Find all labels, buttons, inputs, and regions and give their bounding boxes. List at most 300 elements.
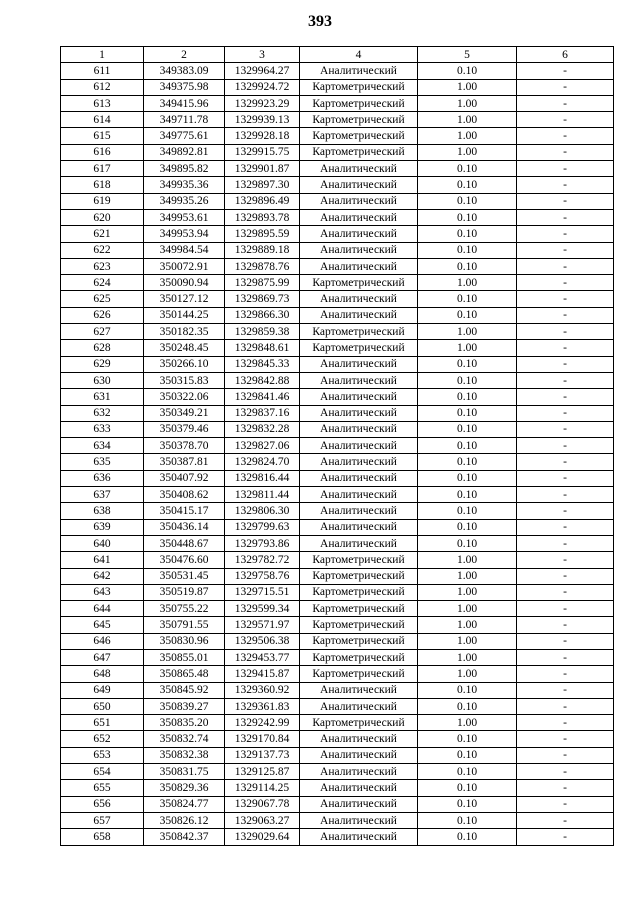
note-cell: - <box>517 747 614 763</box>
point-number-cell: 638 <box>61 503 144 519</box>
table-row <box>61 454 614 470</box>
note-cell: - <box>517 258 614 274</box>
x-coordinate-cell: 350408.62 <box>144 487 225 503</box>
accuracy-cell: 1.00 <box>418 568 517 584</box>
method-cell: Картометрический <box>300 340 418 356</box>
table-row <box>61 209 614 225</box>
note-cell: - <box>517 584 614 600</box>
x-coordinate-cell: 350144.25 <box>144 307 225 323</box>
accuracy-cell: 0.10 <box>418 731 517 747</box>
method-cell: Картометрический <box>300 633 418 649</box>
x-coordinate-cell: 350831.75 <box>144 764 225 780</box>
note-cell: - <box>517 535 614 551</box>
method-cell: Аналитический <box>300 682 418 698</box>
note-cell: - <box>517 731 614 747</box>
accuracy-cell: 0.10 <box>418 63 517 79</box>
note-cell: - <box>517 242 614 258</box>
accuracy-cell: 0.10 <box>418 519 517 535</box>
x-coordinate-cell: 349895.82 <box>144 161 225 177</box>
method-cell: Аналитический <box>300 209 418 225</box>
y-coordinate-cell: 1329715.51 <box>225 584 300 600</box>
y-coordinate-cell: 1329939.13 <box>225 112 300 128</box>
x-coordinate-cell: 350266.10 <box>144 356 225 372</box>
y-coordinate-cell: 1329137.73 <box>225 747 300 763</box>
point-number-cell: 648 <box>61 666 144 682</box>
method-cell: Картометрический <box>300 324 418 340</box>
accuracy-cell: 0.10 <box>418 291 517 307</box>
accuracy-cell: 0.10 <box>418 812 517 828</box>
y-coordinate-cell: 1329824.70 <box>225 454 300 470</box>
note-cell: - <box>517 144 614 160</box>
accuracy-cell: 1.00 <box>418 552 517 568</box>
method-cell: Картометрический <box>300 275 418 291</box>
table-row <box>61 356 614 372</box>
table-row <box>61 649 614 665</box>
point-number-cell: 646 <box>61 633 144 649</box>
x-coordinate-cell: 350378.70 <box>144 438 225 454</box>
x-coordinate-cell: 350436.14 <box>144 519 225 535</box>
accuracy-cell: 0.10 <box>418 682 517 698</box>
x-coordinate-cell: 350072.91 <box>144 258 225 274</box>
x-coordinate-cell: 350832.38 <box>144 747 225 763</box>
accuracy-cell: 0.10 <box>418 258 517 274</box>
method-cell: Картометрический <box>300 128 418 144</box>
method-cell: Аналитический <box>300 438 418 454</box>
point-number-cell: 622 <box>61 242 144 258</box>
note-cell: - <box>517 193 614 209</box>
point-number-cell: 655 <box>61 780 144 796</box>
method-cell: Аналитический <box>300 812 418 828</box>
y-coordinate-cell: 1329901.87 <box>225 161 300 177</box>
accuracy-cell: 0.10 <box>418 209 517 225</box>
accuracy-cell: 0.10 <box>418 487 517 503</box>
accuracy-cell: 1.00 <box>418 128 517 144</box>
x-coordinate-cell: 350845.92 <box>144 682 225 698</box>
point-number-cell: 618 <box>61 177 144 193</box>
note-cell: - <box>517 161 614 177</box>
table-row <box>61 747 614 763</box>
accuracy-cell: 1.00 <box>418 601 517 617</box>
point-number-cell: 651 <box>61 715 144 731</box>
point-number-cell: 654 <box>61 764 144 780</box>
note-cell: - <box>517 226 614 242</box>
point-number-cell: 631 <box>61 389 144 405</box>
y-coordinate-cell: 1329125.87 <box>225 764 300 780</box>
note-cell: - <box>517 682 614 698</box>
note-cell: - <box>517 95 614 111</box>
x-coordinate-cell: 349953.61 <box>144 209 225 225</box>
table-row <box>61 340 614 356</box>
y-coordinate-cell: 1329841.46 <box>225 389 300 405</box>
method-cell: Аналитический <box>300 487 418 503</box>
method-cell: Картометрический <box>300 715 418 731</box>
method-cell: Аналитический <box>300 829 418 845</box>
x-coordinate-cell: 350127.12 <box>144 291 225 307</box>
accuracy-cell: 0.10 <box>418 470 517 486</box>
column-header-1: 1 <box>61 47 144 63</box>
note-cell: - <box>517 112 614 128</box>
y-coordinate-cell: 1329170.84 <box>225 731 300 747</box>
table-row <box>61 161 614 177</box>
point-number-cell: 621 <box>61 226 144 242</box>
column-header-5: 5 <box>418 47 517 63</box>
accuracy-cell: 0.10 <box>418 405 517 421</box>
accuracy-cell: 1.00 <box>418 649 517 665</box>
y-coordinate-cell: 1329848.61 <box>225 340 300 356</box>
accuracy-cell: 0.10 <box>418 698 517 714</box>
method-cell: Картометрический <box>300 649 418 665</box>
y-coordinate-cell: 1329928.18 <box>225 128 300 144</box>
note-cell: - <box>517 438 614 454</box>
table-row <box>61 682 614 698</box>
accuracy-cell: 0.10 <box>418 372 517 388</box>
x-coordinate-cell: 350315.83 <box>144 372 225 388</box>
table-row <box>61 258 614 274</box>
table-row <box>61 666 614 682</box>
point-number-cell: 611 <box>61 63 144 79</box>
point-number-cell: 643 <box>61 584 144 600</box>
table-row <box>61 226 614 242</box>
y-coordinate-cell: 1329827.06 <box>225 438 300 454</box>
point-number-cell: 629 <box>61 356 144 372</box>
method-cell: Аналитический <box>300 356 418 372</box>
x-coordinate-cell: 350415.17 <box>144 503 225 519</box>
y-coordinate-cell: 1329599.34 <box>225 601 300 617</box>
table-row <box>61 193 614 209</box>
y-coordinate-cell: 1329923.29 <box>225 95 300 111</box>
accuracy-cell: 0.10 <box>418 454 517 470</box>
y-coordinate-cell: 1329361.83 <box>225 698 300 714</box>
accuracy-cell: 0.10 <box>418 226 517 242</box>
note-cell: - <box>517 503 614 519</box>
x-coordinate-cell: 350839.27 <box>144 698 225 714</box>
note-cell: - <box>517 649 614 665</box>
table-row <box>61 421 614 437</box>
table-row <box>61 715 614 731</box>
method-cell: Аналитический <box>300 193 418 209</box>
x-coordinate-cell: 349984.54 <box>144 242 225 258</box>
accuracy-cell: 1.00 <box>418 275 517 291</box>
point-number-cell: 612 <box>61 79 144 95</box>
note-cell: - <box>517 324 614 340</box>
note-cell: - <box>517 356 614 372</box>
note-cell: - <box>517 829 614 845</box>
accuracy-cell: 0.10 <box>418 747 517 763</box>
table-row <box>61 796 614 812</box>
point-number-cell: 653 <box>61 747 144 763</box>
x-coordinate-cell: 350824.77 <box>144 796 225 812</box>
method-cell: Аналитический <box>300 796 418 812</box>
x-coordinate-cell: 350379.46 <box>144 421 225 437</box>
x-coordinate-cell: 349383.09 <box>144 63 225 79</box>
y-coordinate-cell: 1329816.44 <box>225 470 300 486</box>
x-coordinate-cell: 350531.45 <box>144 568 225 584</box>
point-number-cell: 656 <box>61 796 144 812</box>
table-row <box>61 617 614 633</box>
y-coordinate-cell: 1329506.38 <box>225 633 300 649</box>
accuracy-cell: 0.10 <box>418 356 517 372</box>
accuracy-cell: 0.10 <box>418 503 517 519</box>
accuracy-cell: 0.10 <box>418 421 517 437</box>
table-row <box>61 829 614 845</box>
method-cell: Аналитический <box>300 389 418 405</box>
x-coordinate-cell: 349775.61 <box>144 128 225 144</box>
coordinates-table <box>60 46 614 846</box>
x-coordinate-cell: 350248.45 <box>144 340 225 356</box>
y-coordinate-cell: 1329415.87 <box>225 666 300 682</box>
method-cell: Аналитический <box>300 161 418 177</box>
table-row <box>61 601 614 617</box>
table-row <box>61 307 614 323</box>
y-coordinate-cell: 1329782.72 <box>225 552 300 568</box>
accuracy-cell: 0.10 <box>418 438 517 454</box>
note-cell: - <box>517 209 614 225</box>
y-coordinate-cell: 1329875.99 <box>225 275 300 291</box>
point-number-cell: 627 <box>61 324 144 340</box>
point-number-cell: 642 <box>61 568 144 584</box>
y-coordinate-cell: 1329114.25 <box>225 780 300 796</box>
point-number-cell: 616 <box>61 144 144 160</box>
table-row <box>61 144 614 160</box>
note-cell: - <box>517 487 614 503</box>
method-cell: Аналитический <box>300 503 418 519</box>
x-coordinate-cell: 350387.81 <box>144 454 225 470</box>
note-cell: - <box>517 177 614 193</box>
note-cell: - <box>517 421 614 437</box>
y-coordinate-cell: 1329063.27 <box>225 812 300 828</box>
accuracy-cell: 0.10 <box>418 829 517 845</box>
y-coordinate-cell: 1329806.30 <box>225 503 300 519</box>
table-row <box>61 535 614 551</box>
y-coordinate-cell: 1329878.76 <box>225 258 300 274</box>
method-cell: Аналитический <box>300 307 418 323</box>
x-coordinate-cell: 350855.01 <box>144 649 225 665</box>
note-cell: - <box>517 764 614 780</box>
method-cell: Картометрический <box>300 617 418 633</box>
point-number-cell: 640 <box>61 535 144 551</box>
x-coordinate-cell: 349375.98 <box>144 79 225 95</box>
method-cell: Картометрический <box>300 79 418 95</box>
x-coordinate-cell: 350349.21 <box>144 405 225 421</box>
point-number-cell: 639 <box>61 519 144 535</box>
table-row <box>61 552 614 568</box>
point-number-cell: 615 <box>61 128 144 144</box>
table-row <box>61 112 614 128</box>
y-coordinate-cell: 1329964.27 <box>225 63 300 79</box>
note-cell: - <box>517 79 614 95</box>
point-number-cell: 620 <box>61 209 144 225</box>
table-row <box>61 242 614 258</box>
method-cell: Аналитический <box>300 258 418 274</box>
y-coordinate-cell: 1329837.16 <box>225 405 300 421</box>
x-coordinate-cell: 349953.94 <box>144 226 225 242</box>
method-cell: Картометрический <box>300 568 418 584</box>
note-cell: - <box>517 698 614 714</box>
method-cell: Аналитический <box>300 764 418 780</box>
table-row <box>61 79 614 95</box>
note-cell: - <box>517 470 614 486</box>
point-number-cell: 624 <box>61 275 144 291</box>
table-row <box>61 780 614 796</box>
note-cell: - <box>517 454 614 470</box>
method-cell: Аналитический <box>300 470 418 486</box>
x-coordinate-cell: 350407.92 <box>144 470 225 486</box>
point-number-cell: 625 <box>61 291 144 307</box>
x-coordinate-cell: 350755.22 <box>144 601 225 617</box>
method-cell: Аналитический <box>300 747 418 763</box>
table-body <box>61 63 614 845</box>
method-cell: Аналитический <box>300 535 418 551</box>
table-row <box>61 584 614 600</box>
x-coordinate-cell: 350830.96 <box>144 633 225 649</box>
method-cell: Аналитический <box>300 226 418 242</box>
accuracy-cell: 0.10 <box>418 161 517 177</box>
note-cell: - <box>517 291 614 307</box>
accuracy-cell: 0.10 <box>418 764 517 780</box>
method-cell: Аналитический <box>300 780 418 796</box>
accuracy-cell: 1.00 <box>418 144 517 160</box>
point-number-cell: 644 <box>61 601 144 617</box>
point-number-cell: 649 <box>61 682 144 698</box>
table-header-row <box>61 47 614 63</box>
x-coordinate-cell: 350182.35 <box>144 324 225 340</box>
method-cell: Аналитический <box>300 698 418 714</box>
note-cell: - <box>517 796 614 812</box>
note-cell: - <box>517 519 614 535</box>
y-coordinate-cell: 1329242.99 <box>225 715 300 731</box>
x-coordinate-cell: 350826.12 <box>144 812 225 828</box>
y-coordinate-cell: 1329832.28 <box>225 421 300 437</box>
table-row <box>61 698 614 714</box>
point-number-cell: 637 <box>61 487 144 503</box>
method-cell: Картометрический <box>300 95 418 111</box>
y-coordinate-cell: 1329859.38 <box>225 324 300 340</box>
point-number-cell: 628 <box>61 340 144 356</box>
note-cell: - <box>517 617 614 633</box>
note-cell: - <box>517 128 614 144</box>
point-number-cell: 619 <box>61 193 144 209</box>
method-cell: Аналитический <box>300 372 418 388</box>
x-coordinate-cell: 349711.78 <box>144 112 225 128</box>
note-cell: - <box>517 601 614 617</box>
table-row <box>61 438 614 454</box>
x-coordinate-cell: 349892.81 <box>144 144 225 160</box>
page-number: 393 <box>308 13 332 30</box>
table-row <box>61 291 614 307</box>
point-number-cell: 633 <box>61 421 144 437</box>
note-cell: - <box>517 666 614 682</box>
y-coordinate-cell: 1329029.64 <box>225 829 300 845</box>
accuracy-cell: 1.00 <box>418 666 517 682</box>
table-row <box>61 487 614 503</box>
accuracy-cell: 0.10 <box>418 193 517 209</box>
method-cell: Аналитический <box>300 177 418 193</box>
point-number-cell: 613 <box>61 95 144 111</box>
note-cell: - <box>517 633 614 649</box>
accuracy-cell: 0.10 <box>418 307 517 323</box>
accuracy-cell: 1.00 <box>418 112 517 128</box>
x-coordinate-cell: 350832.74 <box>144 731 225 747</box>
y-coordinate-cell: 1329897.30 <box>225 177 300 193</box>
x-coordinate-cell: 349935.26 <box>144 193 225 209</box>
x-coordinate-cell: 350829.36 <box>144 780 225 796</box>
point-number-cell: 657 <box>61 812 144 828</box>
y-coordinate-cell: 1329896.49 <box>225 193 300 209</box>
method-cell: Аналитический <box>300 519 418 535</box>
point-number-cell: 630 <box>61 372 144 388</box>
accuracy-cell: 0.10 <box>418 780 517 796</box>
method-cell: Аналитический <box>300 454 418 470</box>
note-cell: - <box>517 405 614 421</box>
y-coordinate-cell: 1329889.18 <box>225 242 300 258</box>
point-number-cell: 626 <box>61 307 144 323</box>
y-coordinate-cell: 1329793.86 <box>225 535 300 551</box>
y-coordinate-cell: 1329915.75 <box>225 144 300 160</box>
accuracy-cell: 1.00 <box>418 340 517 356</box>
y-coordinate-cell: 1329360.92 <box>225 682 300 698</box>
x-coordinate-cell: 349935.36 <box>144 177 225 193</box>
x-coordinate-cell: 350835.20 <box>144 715 225 731</box>
note-cell: - <box>517 715 614 731</box>
point-number-cell: 635 <box>61 454 144 470</box>
x-coordinate-cell: 350090.94 <box>144 275 225 291</box>
note-cell: - <box>517 552 614 568</box>
accuracy-cell: 1.00 <box>418 715 517 731</box>
accuracy-cell: 0.10 <box>418 242 517 258</box>
method-cell: Картометрический <box>300 666 418 682</box>
point-number-cell: 623 <box>61 258 144 274</box>
point-number-cell: 617 <box>61 161 144 177</box>
column-header-2: 2 <box>144 47 225 63</box>
table-row <box>61 177 614 193</box>
y-coordinate-cell: 1329895.59 <box>225 226 300 242</box>
table-row <box>61 275 614 291</box>
method-cell: Картометрический <box>300 601 418 617</box>
method-cell: Картометрический <box>300 144 418 160</box>
note-cell: - <box>517 568 614 584</box>
y-coordinate-cell: 1329893.78 <box>225 209 300 225</box>
accuracy-cell: 0.10 <box>418 389 517 405</box>
table-row <box>61 405 614 421</box>
note-cell: - <box>517 372 614 388</box>
method-cell: Аналитический <box>300 405 418 421</box>
column-header-6: 6 <box>517 47 614 63</box>
point-number-cell: 645 <box>61 617 144 633</box>
x-coordinate-cell: 350476.60 <box>144 552 225 568</box>
y-coordinate-cell: 1329453.77 <box>225 649 300 665</box>
y-coordinate-cell: 1329811.44 <box>225 487 300 503</box>
point-number-cell: 641 <box>61 552 144 568</box>
note-cell: - <box>517 340 614 356</box>
point-number-cell: 658 <box>61 829 144 845</box>
point-number-cell: 634 <box>61 438 144 454</box>
point-number-cell: 636 <box>61 470 144 486</box>
x-coordinate-cell: 350791.55 <box>144 617 225 633</box>
table-row <box>61 95 614 111</box>
method-cell: Картометрический <box>300 584 418 600</box>
point-number-cell: 650 <box>61 698 144 714</box>
note-cell: - <box>517 780 614 796</box>
table-row <box>61 519 614 535</box>
y-coordinate-cell: 1329758.76 <box>225 568 300 584</box>
table-row <box>61 731 614 747</box>
accuracy-cell: 1.00 <box>418 633 517 649</box>
method-cell: Аналитический <box>300 291 418 307</box>
note-cell: - <box>517 275 614 291</box>
x-coordinate-cell: 350865.48 <box>144 666 225 682</box>
accuracy-cell: 1.00 <box>418 617 517 633</box>
y-coordinate-cell: 1329866.30 <box>225 307 300 323</box>
